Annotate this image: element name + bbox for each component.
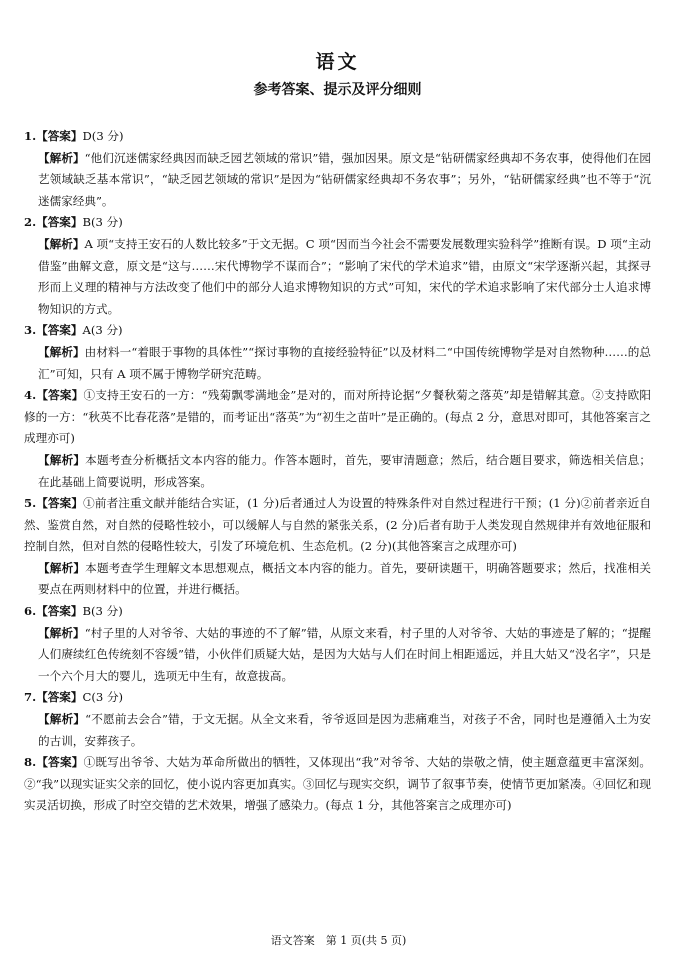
explanation-text: 本题考查分析概括文本内容的能力。作答本题时，首先，要审清题意；然后，结合题目要求，筛选相关信息；在此基础上简要说明，形成答案。 — [38, 452, 651, 489]
explanation-tag: 【解析】 — [38, 236, 85, 251]
explanation-text: 本题考查学生理解文本思想观点，概括文本内容的能力。首先，要研读题干，明确答题要求；然后，找准相关要点在两则材料中的位置，并进行概括。 — [38, 560, 651, 597]
explanation-tag: 【解析】 — [38, 560, 86, 575]
answer-text: ①既写出爷爷、大姑为革命所做出的牺牲，又体现出“我”对爷爷、大姑的崇敬之情，使主题意蕴更丰富深刻。②“我”以现实证实父亲的回忆，使小说内容更加真实。③回忆与现实交织，调节了叙事节奏，使情节更加紧凑。④回忆和现实灵活切换，形成了时空交错的艺术效果，增强了感染力。(每点 1 分，其他答案言之成理亦可) — [24, 755, 651, 813]
question-number: 7. — [24, 690, 37, 705]
page-footer: 语文答案 第 1 页(共 5 页) — [270, 934, 407, 947]
explanation-paragraph — [24, 558, 651, 601]
explanation-paragraph — [24, 342, 651, 385]
answer-line — [24, 752, 651, 817]
question-number: 6. — [24, 604, 37, 619]
answer-text: D(3 分) — [82, 129, 124, 143]
answer-line — [24, 601, 651, 623]
question-number: 8. — [24, 755, 37, 770]
answer-line — [24, 126, 651, 148]
page-title: 语文 — [315, 51, 360, 73]
answer-list — [24, 126, 651, 817]
explanation-text: 由材料一“着眼于事物的具体性”“探讨事物的直接经验特征”以及材料二“中国传统博物学是对自然物种……的总汇”可知，只有 A 项不属于博物学研究范畴。 — [38, 344, 651, 381]
answer-tag: 【答案】 — [36, 496, 84, 511]
answer-tag: 【答案】 — [36, 388, 84, 403]
answer-text: B(3 分) — [82, 215, 123, 230]
explanation-paragraph — [24, 450, 651, 493]
explanation-text: “村子里的人对爷爷、大姑的事迹的不了解”错，从原文来看，村子里的人对爷爷、大姑的事迹是了解的；“提醒人们赓续红色传统刻不容缓”错，小伙伴们质疑大姑，是因为大姑与人们在时间上相距遥远，并且大姑又“没名字”，只是一个六个月大的婴儿，选项无中生有，故意拔高。 — [38, 625, 651, 683]
answer-text: ①前者注重文献并能结合实证，(1 分)后者通过人为设置的特殊条件对自然过程进行干预；(1 分)②前者亲近自然、鉴赏自然，对自然的侵略性较小，可以缓解人与自然的紧张关系，(2 分)后者有助于人类发现自然规律并有效地征服和控制自然，但对自然的侵略性较大，引发了环境危机、生态危机。(2 分)(其他答案言之成理亦可) — [24, 496, 651, 554]
answer-text: ①支持王安石的一方：“残菊飘零满地金”是对的，而对所持论据“夕餐秋菊之落英”却是错解其意。②支持欧阳修的一方：“秋英不比春花落”是错的，而考证出“落英”为“初生之苗叶”是正确的。(每点 2 分，意思对即可，其他答案言之成理亦可) — [24, 388, 651, 446]
explanation-text: A 项“支持王安石的人数比较多”于文无据。C 项“因而当今社会不需要发展数理实验科学”推断有误。D 项“主动借鉴”曲解文意，原文是“这与……宋代博物学不谋而合”；“影响了宋代的学术追求”错，由原文“宋学逐渐兴起，其探寻形而上义理的精神与方法改变了他们中的部分人追求博物知识的方式”可知，宋代的学术追求影响了宋代部分士人追求博物知识的方式。 — [38, 236, 651, 316]
answer-tag: 【答案】 — [36, 755, 84, 770]
explanation-tag: 【解析】 — [38, 625, 85, 640]
answer-line — [24, 687, 651, 709]
explanation-tag: 【解析】 — [38, 452, 86, 467]
answer-line — [24, 385, 651, 450]
answer-line — [24, 212, 651, 234]
answer-tag: 【答案】 — [36, 129, 83, 143]
answer-tag: 【答案】 — [36, 604, 83, 619]
question-number: 4. — [24, 388, 37, 403]
answer-tag: 【答案】 — [36, 690, 83, 705]
explanation-paragraph — [24, 623, 651, 688]
explanation-tag: 【解析】 — [38, 712, 86, 727]
explanation-paragraph — [24, 234, 651, 320]
explanation-paragraph — [24, 148, 651, 213]
answer-text: A(3 分) — [82, 323, 123, 338]
answer-line — [24, 493, 651, 558]
explanation-paragraph — [24, 709, 651, 752]
question-number: 5. — [24, 496, 37, 511]
explanation-tag: 【解析】 — [38, 344, 85, 359]
answer-text: C(3 分) — [82, 690, 124, 705]
explanation-text: “他们沉迷儒家经典因而缺乏园艺领域的常识”错，强加因果。原文是“钻研儒家经典却不务农事，使得他们在园艺领域缺乏基本常识”，“缺乏园艺领域的常识”是因为“钻研儒家经典却不务农事”；另外，“钻研儒家经典”也不等于“沉迷儒家经典”。 — [38, 150, 651, 208]
answer-tag: 【答案】 — [36, 215, 83, 230]
question-number: 1. — [24, 129, 37, 143]
answer-tag: 【答案】 — [36, 323, 83, 338]
page-subtitle: 参考答案、提示及评分细则 — [253, 82, 422, 98]
question-number: 2. — [24, 215, 37, 230]
question-number: 3. — [24, 323, 37, 338]
explanation-text: “不愿前去会合”错，于文无据。从全文来看，爷爷返回是因为悲痛难当，对孩子不舍，同时也是遵循入土为安的古训，安葬孩子。 — [38, 712, 651, 748]
explanation-tag: 【解析】 — [38, 150, 85, 165]
answer-text: B(3 分) — [82, 604, 123, 619]
answer-line — [24, 320, 651, 342]
